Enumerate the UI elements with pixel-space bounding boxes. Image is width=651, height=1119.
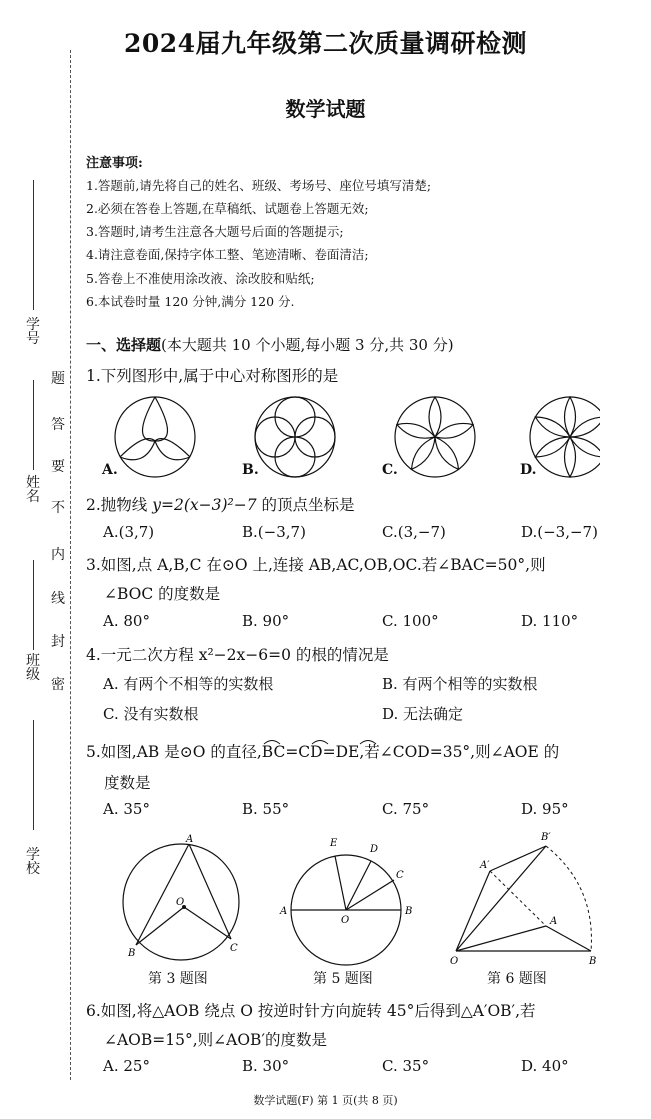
caption-q6: 第 6 题图 — [487, 971, 547, 987]
question-6-line1: 6.如图,将△AOB 绕点 O 按逆时针方向旋转 45°后得到△A′OB′,若 — [86, 1002, 536, 1020]
fig5-label-o: O — [341, 915, 350, 926]
q1-figure-c — [395, 397, 475, 477]
notice-item: 3.答题时,请考生注意各大题号后面的答题提示; — [86, 224, 344, 239]
fig3-label-a: A — [186, 834, 194, 845]
seal-char: 答 — [51, 417, 65, 433]
field-label-name: 姓 名 — [26, 475, 40, 505]
question-6-line2: ∠AOB=15°,则∠AOB′的度数是 — [104, 1031, 327, 1049]
notice-item: 1.答题前,请先将自己的姓名、班级、考场号、座位号填写清楚; — [86, 178, 432, 193]
q1-label-d: D. — [520, 462, 537, 478]
figure-q5 — [278, 832, 418, 967]
caption-q3: 第 3 题图 — [148, 971, 208, 987]
notice-item: 6.本试卷时量 120 分钟,满分 120 分. — [86, 294, 295, 309]
q1-label-b: B. — [242, 462, 259, 478]
q1-label-a: A. — [102, 462, 118, 478]
q5-option-c: C. 75° — [382, 800, 430, 818]
q1-figure-d — [530, 397, 600, 477]
exam-subtitle: 数学试题 — [285, 97, 366, 121]
q2-option-a: A.(3,7) — [103, 523, 155, 541]
q3-option-d: D. 110° — [521, 612, 579, 630]
seal-char: 要 — [51, 459, 65, 475]
section-heading — [86, 334, 454, 355]
fig5-label-c: C — [396, 870, 404, 881]
fig5-label-d: D — [370, 844, 379, 855]
q6-option-a: A. 25° — [103, 1057, 150, 1075]
q2-stem-pre: 2.抛物线 — [86, 496, 153, 514]
seal-char: 题 — [51, 371, 65, 387]
fig5-label-a: A — [280, 906, 288, 917]
fig6-label-a-prime: A′ — [480, 860, 490, 871]
field-underline — [33, 720, 34, 830]
q2-formula: y=2(x−3)²−7 — [152, 496, 257, 514]
q6-option-b: B. 30° — [242, 1057, 290, 1075]
exam-title: 2024届九年级第二次质量调研检测 — [123, 29, 528, 58]
fig3-label-b: B — [128, 948, 136, 959]
fig5-label-e: E — [330, 838, 338, 849]
field-underline — [33, 380, 34, 470]
q4-option-a: A. 有两个不相等的实数根 — [103, 675, 274, 693]
section-title: 一、选择题 — [86, 336, 162, 354]
field-label-id: 学 号 — [26, 317, 40, 347]
q3-option-c: C. 100° — [382, 612, 439, 630]
q2-option-b: B.(−3,7) — [242, 523, 306, 541]
caption-q5: 第 5 题图 — [313, 971, 373, 987]
question-1-stem: 1.下列图形中,属于中心对称图形的是 — [86, 367, 339, 385]
q2-option-c: C.(3,−7) — [382, 523, 446, 541]
fig6-label-b: B — [589, 956, 597, 967]
q1-label-c: C. — [382, 462, 398, 478]
notice-heading: 注意事项: — [86, 156, 143, 171]
seal-char: 不 — [51, 500, 65, 516]
figure-q6 — [446, 826, 606, 971]
question-4-stem: 4.一元二次方程 x²−2x−6=0 的根的情况是 — [86, 646, 389, 664]
field-underline — [33, 560, 34, 650]
fig6-label-o: O — [450, 956, 459, 967]
field-underline — [33, 180, 34, 310]
binding-line — [70, 50, 71, 1080]
seal-char: 密 — [51, 677, 65, 693]
section-note: (本大题共 10 个小题,每小题 3 分,共 30 分) — [161, 336, 454, 354]
question-3-line2: ∠BOC 的度数是 — [104, 585, 221, 603]
seal-char: 线 — [51, 591, 65, 607]
question-2-stem — [86, 493, 355, 515]
fig3-label-c: C — [230, 943, 238, 954]
q3-option-a: A. 80° — [103, 612, 150, 630]
q4-option-b: B. 有两个相等的实数根 — [382, 675, 538, 693]
field-label-class: 班 级 — [26, 653, 40, 683]
question-3-line1: 3.如图,点 A,B,C 在⊙O 上,连接 AB,AC,OB,OC.若∠BAC=50°,则 — [86, 556, 546, 574]
notice-item: 5.答卷上不准使用涂改液、涂改胶和贴纸; — [86, 271, 315, 286]
fig6-label-b-prime: B′ — [541, 832, 551, 843]
page-footer: 数学试题(F) 第 1 页(共 8 页) — [253, 1094, 398, 1107]
q4-option-d: D. 无法确定 — [382, 705, 464, 723]
figure-q3 — [118, 832, 248, 967]
question-5-line2: 度数是 — [104, 774, 151, 792]
q5-option-a: A. 35° — [103, 800, 150, 818]
seal-char: 内 — [51, 547, 65, 563]
question-5-line1: 5.如图,AB 是⊙O 的直径,BC=CD=DE,若∠COD=35°,则∠AOE 的 — [86, 743, 560, 761]
q2-option-d: D.(−3,−7) — [521, 523, 598, 541]
seal-char: 封 — [51, 634, 65, 650]
q1-figure-a — [115, 397, 195, 477]
arc-marks — [262, 736, 412, 746]
fig5-label-b: B — [405, 906, 413, 917]
q6-option-c: C. 35° — [382, 1057, 430, 1075]
q2-stem-post: 的顶点坐标是 — [256, 496, 355, 514]
notice-item: 4.请注意卷面,保持字体工整、笔迹清晰、卷面清洁; — [86, 247, 369, 262]
q6-option-d: D. 40° — [521, 1057, 569, 1075]
q5-option-d: D. 95° — [521, 800, 569, 818]
field-label-school: 学 校 — [26, 847, 40, 877]
q1-figure-b — [255, 397, 335, 477]
q4-option-c: C. 没有实数根 — [103, 705, 199, 723]
fig6-label-a: A — [550, 916, 558, 927]
fig3-label-o: O — [176, 897, 185, 908]
q5-option-b: B. 55° — [242, 800, 290, 818]
notice-item: 2.必须在答卷上答题,在草稿纸、试题卷上答题无效; — [86, 201, 369, 216]
q3-option-b: B. 90° — [242, 612, 290, 630]
